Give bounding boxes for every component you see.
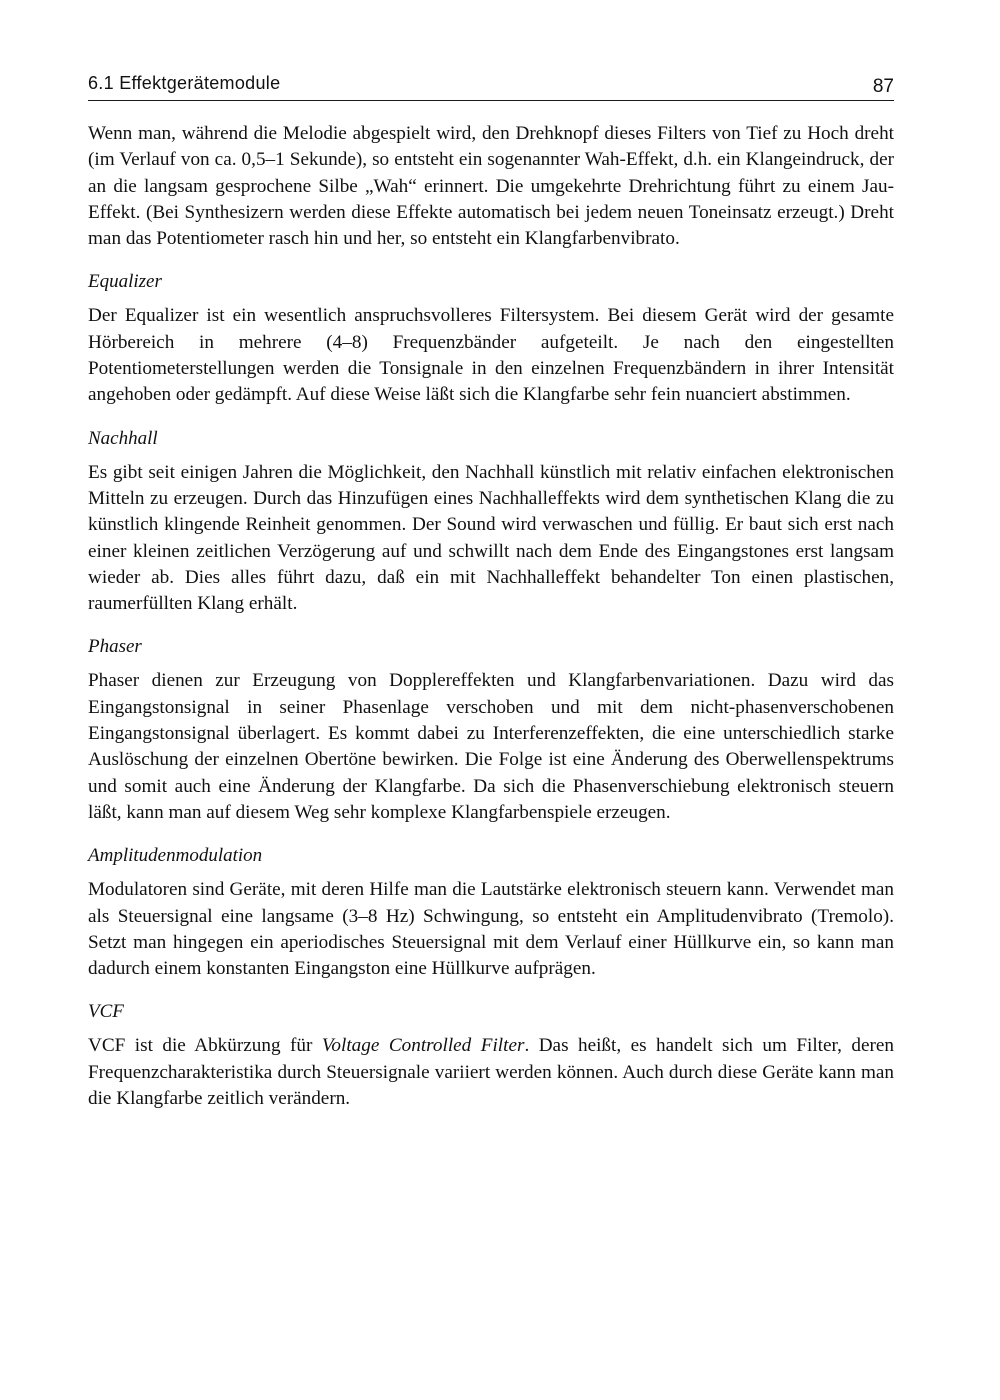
heading-amplitudenmodulation: Amplitudenmodulation xyxy=(88,845,263,867)
heading-phaser: Phaser xyxy=(88,636,142,658)
intro-paragraph: Wenn man, während die Melodie abgespielt wird, den Drehknopf dieses Filters von Tief zu Hoch dreht (im Verlauf von ca. 0,5–1 Sekunde), so entsteht ein sogenannter Wah-Effekt, d.h. ein Klangeindruck, der an die langsam gesprochene Silbe „Wah“ erinnert. Die umgekehrte Drehrichtung führt zu einem Jau-Effekt. (Bei Synthesizern werden diese Effekte automatisch bei jedem neuen Toneinsatz erzeugt.) Dreht man das Potentiometer rasch hin und her, so entsteht ein Klangfarbenvibrato. xyxy=(88,123,894,250)
paragraph-equalizer: Der Equalizer ist ein wesentlich anspruchsvolleres Filtersystem. Bei diesem Gerät wird der gesamte Hörbereich in mehrere (4–8) Frequenzbänder aufgeteilt. Je nach den eingestellten Potentiometerstellungen werden die Tonsignale in den einzelnen Frequenzbändern in ihrer Intensität angehoben oder gedämpft. Auf diese Weise läßt sich die Klangfarbe sehr fein nuanciert abstimmen. xyxy=(88,305,894,406)
running-head xyxy=(88,70,894,101)
vcf-emphasis: Voltage Controlled Filter xyxy=(321,1035,525,1057)
paragraph-amplitudenmodulation: Modulatoren sind Geräte, mit deren Hilfe man die Lautstärke elektronisch steuern kann. Verwendet man als Steuersignal eine langsame (3–8 Hz) Schwingung, so entsteht ein Amplitudenvibrato (Tremolo). Setzt man hingegen ein aperiodisches Steuersignal mit dem Verlauf einer Hüllkurve ein, so kann man dadurch einem konstanten Eingangston eine Hüllkurve aufprägen. xyxy=(88,879,894,980)
vcf-text-before: VCF ist die Abkürzung für xyxy=(88,1035,322,1057)
page-number: 87 xyxy=(872,76,894,97)
book-page xyxy=(88,70,894,1112)
page-body xyxy=(88,121,894,1112)
paragraph-vcf xyxy=(88,1033,894,1112)
paragraph-phaser: Phaser dienen zur Erzeugung von Dopplereffekten und Klangfarbenvariationen. Dazu wird das Eingangstonsignal in seiner Phasenlage verschoben und mit dem nicht-phasenverschobenen Eingangstonsignal überlagert. Es kommt dabei zu Interferenzeffekten, die eine unterschiedlich starke Auslöschung der einzelnen Obertöne bewirken. Die Folge ist eine Änderung des Oberwellenspektrums und somit auch eine Änderung der Klangfarbe. Da sich die Phasenverschiebung elektronisch steuern läßt, kann man auf diesem Weg sehr komplexe Klangfarbenspiele erzeugen. xyxy=(88,670,894,823)
vcf-text-after: . Das heißt, es handelt sich um Filter, deren Frequenzcharakteristika durch Steuersignale variiert werden können. Auch durch diese Geräte kann man die Klangfarbe zeitlich verändern. xyxy=(88,1035,894,1110)
paragraph-nachhall: Es gibt seit einigen Jahren die Möglichkeit, den Nachhall künstlich mit relativ einfachen elektronischen Mitteln zu erzeugen. Durch das Hinzufügen eines Nachhalleffekts wird dem synthetischen Klang die zu künstlich klingende Reinheit genommen. Der Sound wird verwaschen und füllig. Er baut sich erst nach einer kleinen zeitlichen Verzögerung auf und schwillt nach dem Ende des Eingangstones erst langsam wieder ab. Dies alles führt dazu, daß ein mit Nachhalleffekt behandelter Ton einen plastischen, raumerfüllten Klang erhält. xyxy=(88,461,894,615)
section-title: 6.1 Effektgerätemodule xyxy=(88,73,281,93)
heading-vcf: VCF xyxy=(88,1001,124,1023)
heading-equalizer: Equalizer xyxy=(88,271,162,293)
heading-nachhall: Nachhall xyxy=(88,427,158,449)
